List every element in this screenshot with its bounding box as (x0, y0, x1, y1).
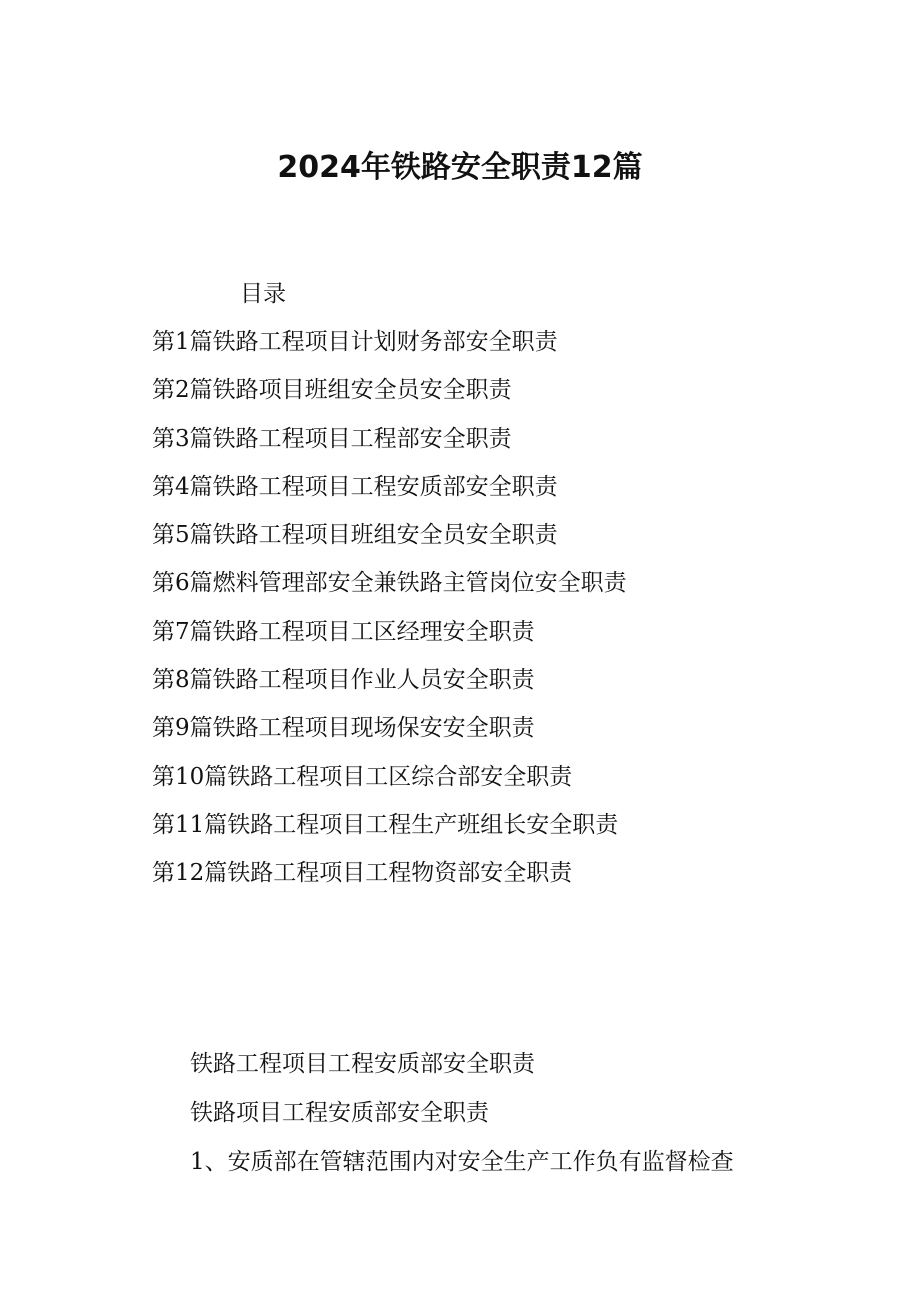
toc-item-1: 第1篇铁路工程项目计划财务部安全职责 (152, 329, 558, 355)
section-heading: 铁路工程项目工程安质部安全职责 (190, 1051, 535, 1077)
toc-item-4: 第4篇铁路工程项目工程安质部安全职责 (152, 473, 558, 500)
document-title: 2024年铁路安全职责12篇 (277, 150, 643, 185)
document-body (190, 1047, 734, 1194)
toc-item-6: 第6篇燃料管理部安全兼铁路主管岗位安全职责 (152, 570, 627, 597)
toc-item-3: 第3篇铁路工程项目工程部安全职责 (152, 425, 512, 452)
paragraph-text: 1、安质部在管辖范围内对安全生产工作负有监督检查 (190, 1149, 734, 1175)
toc-item-9: 第9篇铁路工程项目现场保安安全职责 (152, 715, 535, 742)
toc-item-5: 第5篇铁路工程项目班组安全员安全职责 (152, 522, 558, 549)
table-of-contents (152, 325, 627, 905)
toc-item-12: 第12篇铁路工程项目工程物资部安全职责 (152, 860, 573, 887)
toc-item-11: 第11篇铁路工程项目工程生产班组长安全职责 (152, 811, 619, 838)
toc-item-10: 第10篇铁路工程项目工区综合部安全职责 (152, 763, 573, 790)
toc-item-8: 第8篇铁路工程项目作业人员安全职责 (152, 667, 535, 694)
toc-item-7: 第7篇铁路工程项目工区经理安全职责 (152, 618, 535, 645)
toc-item-2: 第2篇铁路项目班组安全员安全职责 (152, 377, 512, 404)
toc-heading: 目录 (240, 281, 286, 307)
section-subheading: 铁路项目工程安质部安全职责 (190, 1100, 489, 1126)
